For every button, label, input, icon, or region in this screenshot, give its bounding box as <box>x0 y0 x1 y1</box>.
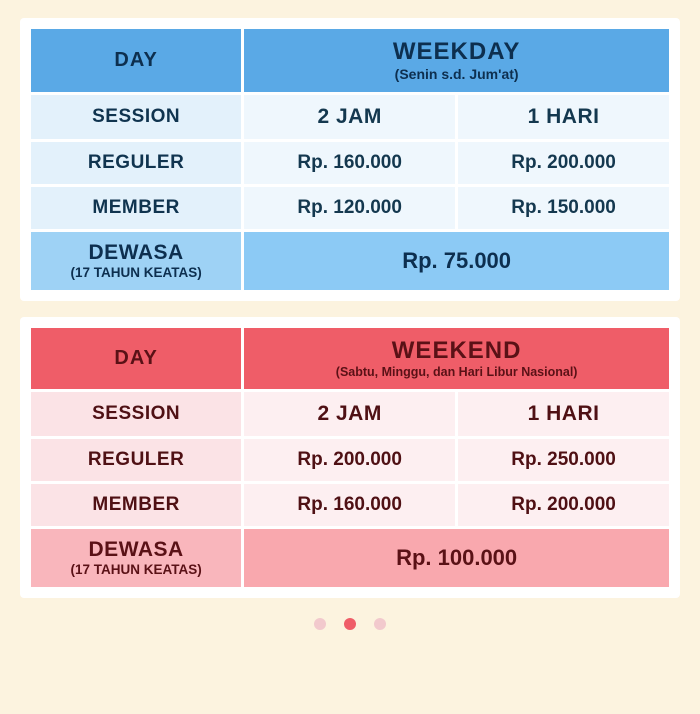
table-row <box>31 328 669 389</box>
weekday-reguler-1hari: Rp. 200.000 <box>458 142 669 184</box>
table-row <box>31 142 669 184</box>
carousel-dot-active[interactable] <box>344 618 356 630</box>
table-row <box>31 232 669 290</box>
weekday-title: WEEKDAY <box>392 38 521 65</box>
table-row <box>31 439 669 481</box>
weekend-price-card <box>20 317 680 598</box>
weekday-dewasa-label <box>31 232 241 290</box>
weekend-dewasa-label <box>31 529 241 587</box>
weekend-title-header <box>244 328 669 389</box>
weekend-day-header: DAY <box>31 328 241 389</box>
weekend-reguler-2jam: Rp. 200.000 <box>244 439 455 481</box>
weekday-member-1hari: Rp. 150.000 <box>458 187 669 229</box>
carousel-pagination <box>314 618 386 630</box>
weekday-subtitle: (Senin s.d. Jum'at) <box>394 66 519 83</box>
table-row <box>31 392 669 436</box>
weekday-dewasa-note: (17 TAHUN KEATAS) <box>70 265 202 281</box>
weekday-dewasa-price: Rp. 75.000 <box>244 232 669 290</box>
weekend-session-label: SESSION <box>31 392 241 436</box>
table-row <box>31 484 669 526</box>
table-row <box>31 29 669 92</box>
weekday-reguler-2jam: Rp. 160.000 <box>244 142 455 184</box>
weekend-subtitle: (Sabtu, Minggu, dan Hari Libur Nasional) <box>335 365 578 380</box>
weekend-dewasa-title: DEWASA <box>88 538 184 562</box>
weekend-session-col2: 1 HARI <box>458 392 669 436</box>
carousel-dot[interactable] <box>314 618 326 630</box>
weekend-reguler-label: REGULER <box>31 439 241 481</box>
weekend-session-col1: 2 JAM <box>244 392 455 436</box>
weekday-reguler-label: REGULER <box>31 142 241 184</box>
weekday-dewasa-title: DEWASA <box>88 241 184 265</box>
weekend-member-1hari: Rp. 200.000 <box>458 484 669 526</box>
table-row <box>31 95 669 139</box>
table-row <box>31 529 669 587</box>
weekday-session-col1: 2 JAM <box>244 95 455 139</box>
table-row <box>31 187 669 229</box>
weekend-reguler-1hari: Rp. 250.000 <box>458 439 669 481</box>
weekday-session-col2: 1 HARI <box>458 95 669 139</box>
weekend-member-label: MEMBER <box>31 484 241 526</box>
weekday-member-label: MEMBER <box>31 187 241 229</box>
weekend-price-table <box>28 325 672 590</box>
weekend-member-2jam: Rp. 160.000 <box>244 484 455 526</box>
weekend-title: WEEKEND <box>391 337 522 365</box>
weekday-title-header <box>244 29 669 92</box>
carousel-dot[interactable] <box>374 618 386 630</box>
weekday-price-table <box>28 26 672 293</box>
weekday-price-card <box>20 18 680 301</box>
weekend-dewasa-price: Rp. 100.000 <box>244 529 669 587</box>
weekday-day-header: DAY <box>31 29 241 92</box>
weekend-dewasa-note: (17 TAHUN KEATAS) <box>70 562 202 578</box>
weekday-session-label: SESSION <box>31 95 241 139</box>
weekday-member-2jam: Rp. 120.000 <box>244 187 455 229</box>
